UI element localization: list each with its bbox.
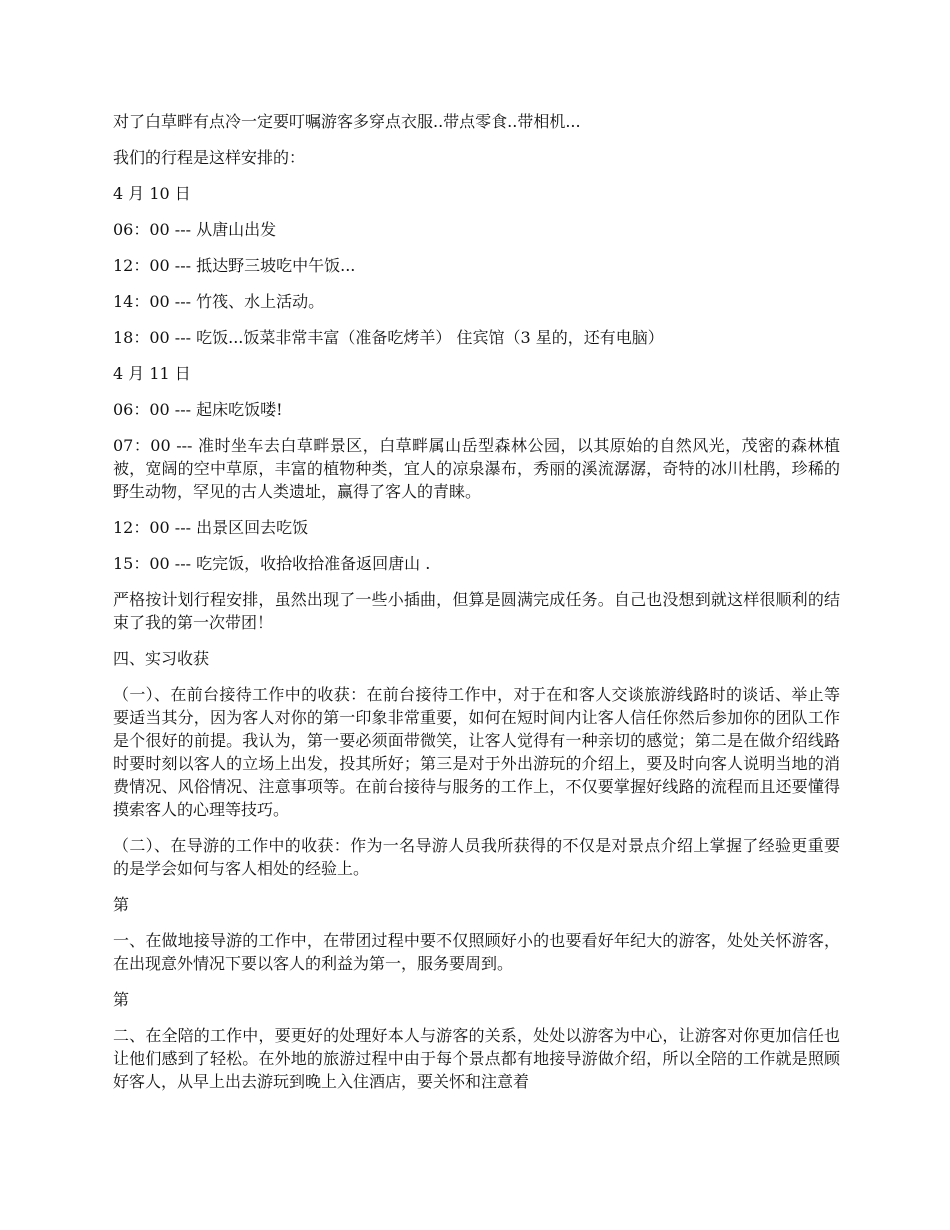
paragraph-marker-di-2: 第	[113, 990, 130, 1009]
section-heading-gains: 四、实习收获	[113, 649, 210, 668]
paragraph-schedule-1200: 12：00 --- 抵达野三坡吃中午饭...	[113, 256, 356, 275]
paragraph-schedule-1400: 14：00 --- 竹筏、水上活动。	[113, 292, 325, 311]
document-page	[113, 110, 840, 1106]
paragraph-date-apr11: 4 月 11 日	[113, 364, 191, 383]
paragraph-schedule-0600-day2: 06：00 --- 起床吃饭喽!	[113, 400, 283, 419]
paragraph-local-guide: 一、在做地接导游的工作中，在带团过程中要不仅照顾好小的也要看好年纪大的游客，处处关怀游客，在出现意外情况下要以客人的利益为第一，服务要周到。	[113, 931, 840, 973]
paragraph-schedule-1200-day2: 12：00 --- 出景区回去吃饭	[113, 518, 309, 537]
paragraph-schedule-0700-day2: 07：00 --- 准时坐车去白草畔景区，白草畔属山岳型森林公园，以其原始的自然风光，茂密的森林植被，宽阔的空中草原，丰富的植物种类，宜人的凉泉瀑布，秀丽的溪流潺潺，奇特的冰川杜鹃，珍稀的野生动物，罕见的古人类遗址，赢得了客人的青睐。	[113, 436, 840, 501]
paragraph-schedule-0600: 06：00 --- 从唐山出发	[113, 220, 277, 239]
paragraph-date-apr10: 4 月 10 日	[113, 184, 191, 203]
paragraph-marker-di-1: 第	[113, 895, 130, 914]
paragraph-itinerary-intro: 我们的行程是这样安排的：	[113, 148, 306, 167]
paragraph-schedule-1800: 18：00 --- 吃饭...饭菜非常丰富（准备吃烤羊） 住宾馆（3 星的，还有电脑）	[113, 328, 664, 347]
paragraph-gains-reception: （一）、在前台接待工作中的收获：在前台接待工作中，对于在和客人交谈旅游线路时的谈话、举止等要适当其分，因为客人对你的第一印象非常重要，如何在短时间内让客人信任你然后参加你的团队工作是个很好的前提。我认为，第一要必须面带微笑，让客人觉得有一种亲切的感觉；第二是在做介绍线路时要时刻以客人的立场上出发，投其所好；第三是对于外出游玩的介绍上，要及时向客人说明当地的消费情况、风俗情况、注意事项等。在前台接待与服务的工作上，不仅要掌握好线路的流程而且还要懂得摸索客人的心理等技巧。	[113, 685, 840, 819]
paragraph-schedule-1500-day2: 15：00 --- 吃完饭，收拾收拾准备返回唐山 .	[113, 554, 431, 573]
paragraph-gains-guide: （二）、在导游的工作中的收获：作为一名导游人员我所获得的不仅是对景点介绍上掌握了经验更重要的是学会如何与客人相处的经验上。	[113, 836, 840, 878]
paragraph-tour-escort: 二、在全陪的工作中，要更好的处理好本人与游客的关系，处处以游客为中心，让游客对你更加信任也让他们感到了轻松。在外地的旅游过程中由于每个景点都有地接导游做介绍，所以全陪的工作就是照顾好客人，从早上出去游玩到晚上入住酒店，要关怀和注意着	[113, 1026, 840, 1091]
paragraph-summary: 严格按计划行程安排，虽然出现了一些小插曲，但算是圆满完成任务。自己也没想到就这样很顺利的结束了我的第一次带团！	[113, 590, 840, 632]
paragraph-reminder: 对了白草畔有点冷一定要叮嘱游客多穿点衣服..带点零食..带相机...	[113, 112, 581, 131]
